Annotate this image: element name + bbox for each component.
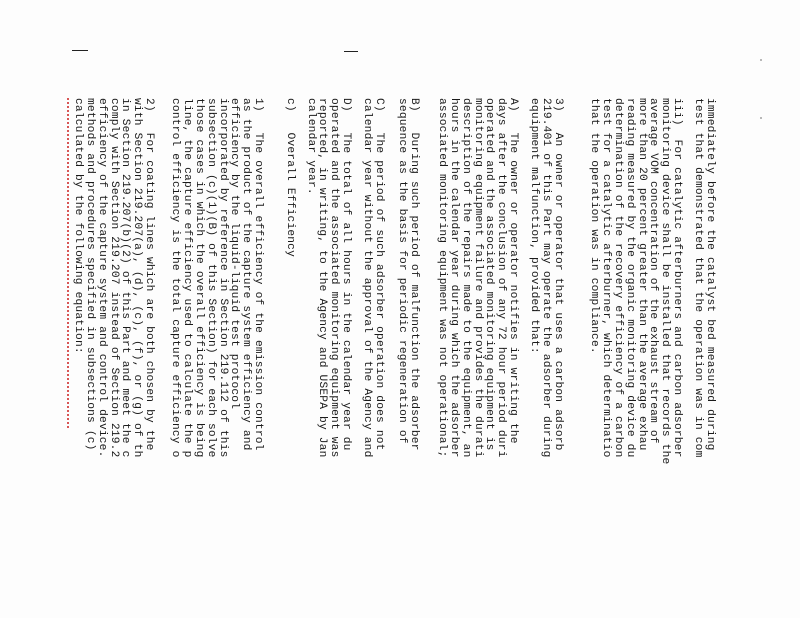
paragraph-3: 3) An owner or operator that uses a carbon adsorb 219.401 of this Part may operate the adsorber during equipment malfunction, provided that: (528, 98, 564, 458)
binder-mark-center (344, 51, 358, 52)
scan-speck (760, 59, 762, 61)
rotated-text-block (72, 98, 716, 623)
paragraph-D: D) The total of all hours in the calendar year du operated and the associated monitoring equipment was reported, in writing, to the Agency and USEPA by Jan calendar year. (304, 98, 352, 458)
paragraph-A: A) The owner or operator notifies in writing the days after the conclusion of any 72 hour period duri operated and the associated monitoring equipment is monitoring equipment failure and provides the durati description of the repairs made to the equipment, an hours in the calendar year during which the adsorber associated monitoring equipment was not operational; (436, 98, 519, 458)
paragraph-iii: iii) For catalytic afterburners and carbon adsorber monitoring device shall be installed that records the average VOM concentration of the exhaust stream of more than 20 percent greater than the average exhau reading measured by the organic monitoring device du determination of the recovery efficiency of a carbon test for a catalytic afterburner, which determinatio that the operation was in compliance. (588, 98, 683, 465)
section-heading-overall-efficiency: c) Overall Efficiency (284, 98, 296, 258)
paragraph-B: B) During such period of malfunction the adsorber sequence as the basis for periodic regeneration of (396, 98, 420, 451)
paragraph-2: 2) For coating lines which are both chosen by the with Section 219.207(a), (d), (c), (f), or (g) of th in Section 219.207(b)(2) of this Part and meet the c comply with Section 219.207 instead of Section 219.2 efficiency of the capture system and control device. methods and procedures specified in subsections (c) calculated by the following equation: (72, 98, 155, 458)
paragraph-C: C) The period of such adsorber operation does not calendar year without the approval of the Agency and (361, 98, 385, 458)
binder-mark-left (72, 50, 88, 51)
scan-speck (760, 117, 762, 119)
paragraph-catalyst-bed: immediately before the catalyst bed measured during test that demonstrated that the operation was in com (692, 98, 716, 458)
red-underline-mark (67, 98, 78, 428)
paragraph-1: 1) The overall efficiency of the emission control as the product of the capture system efficiency and efficiency by the liquid-liquid test protocol incorporated by reference in Section 219.112 of this subsection (c)(1)(B) of this Section) for each solve those cases in which the overall efficiency is being line, the capture efficiency used to calculate the p control efficiency is the total capture efficiency o (169, 98, 264, 458)
